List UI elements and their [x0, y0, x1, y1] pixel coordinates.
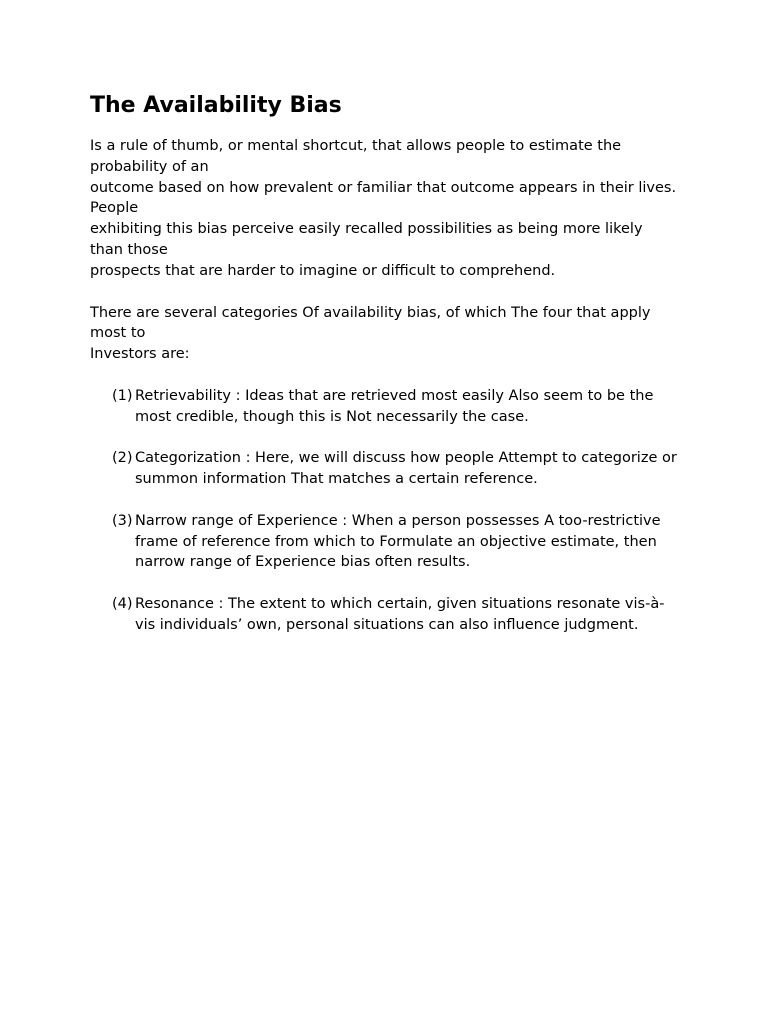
list-text: Resonance : The extent to which certain, given situations resonate vis-à-vis individuals’ own, personal situations can also influence judgment.: [135, 595, 665, 633]
intro-line: Is a rule of thumb, or mental shortcut, that allows people to estimate the probability of an: [90, 138, 622, 175]
list-text: Narrow range of Experience : When a person possesses A too-restrictive frame of reference from which to Formulate an objective estimate, then narrow range of Experience bias often results.: [135, 512, 661, 571]
paragraph-spacer: [90, 282, 680, 303]
intro-line: prospects that are harder to imagine or difficult to comprehend.: [90, 262, 556, 279]
list-number: (2): [112, 450, 133, 467]
list-item: [90, 594, 680, 636]
categories-paragraph: [90, 303, 680, 365]
intro-paragraph: [90, 136, 680, 282]
list-text: Categorization : Here, we will discuss how people Attempt to categorize or summon information That matches a certain reference.: [135, 450, 677, 488]
list-number: (3): [112, 512, 133, 529]
bias-category-list: [90, 386, 680, 636]
list-item: [90, 386, 680, 428]
intro-line: exhibiting this bias perceive easily recalled possibilities as being more likely than those: [90, 221, 643, 258]
list-number: (4): [112, 595, 133, 612]
categories-line: Investors are:: [90, 346, 190, 363]
categories-line: There are several categories Of availability bias, of which The four that apply most to: [90, 304, 651, 342]
list-text: Retrievability : Ideas that are retrieved most easily Also seem to be the most credible, though this is Not necessarily the case.: [135, 387, 654, 425]
list-number: (1): [112, 387, 133, 404]
list-item: [90, 448, 680, 490]
list-item: [90, 511, 680, 573]
document-title: The Availability Bias: [90, 93, 342, 118]
intro-line: outcome based on how prevalent or familiar that outcome appears in their lives. People: [90, 179, 677, 217]
document-page: [90, 92, 680, 656]
